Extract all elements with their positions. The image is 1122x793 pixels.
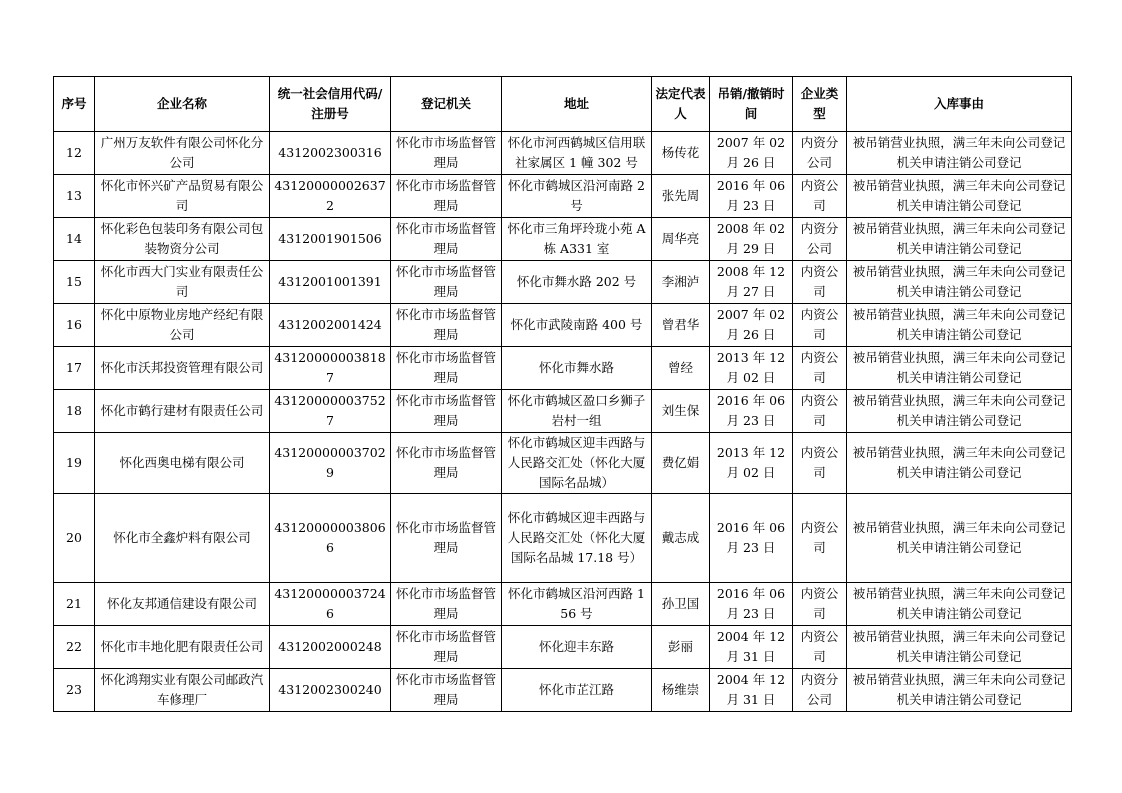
cell-authority: 怀化市市场监督管理局 bbox=[391, 132, 502, 175]
table-row bbox=[54, 433, 1072, 494]
cell-company-type: 内资公司 bbox=[793, 347, 847, 390]
cell-serial: 20 bbox=[54, 494, 95, 583]
cell-company-name: 怀化鸿翔实业有限公司邮政汽车修理厂 bbox=[95, 669, 270, 712]
cell-serial: 21 bbox=[54, 583, 95, 626]
cell-reason: 被吊销营业执照，满三年未向公司登记机关申请注销公司登记 bbox=[847, 583, 1072, 626]
header-company-name: 企业名称 bbox=[95, 77, 270, 132]
cell-authority: 怀化市市场监督管理局 bbox=[391, 175, 502, 218]
cell-credit-code: 4312002300316 bbox=[270, 132, 391, 175]
header-company-type: 企业类型 bbox=[793, 77, 847, 132]
cell-revocation-date: 2016 年 06 月 23 日 bbox=[710, 175, 793, 218]
cell-reason: 被吊销营业执照，满三年未向公司登记机关申请注销公司登记 bbox=[847, 494, 1072, 583]
cell-authority: 怀化市市场监督管理局 bbox=[391, 626, 502, 669]
cell-company-name: 怀化彩色包装印务有限公司包装物资分公司 bbox=[95, 218, 270, 261]
cell-address: 怀化市河西鹤城区信用联社家属区 1 幢 302 号 bbox=[502, 132, 652, 175]
cell-company-name: 怀化市鹤行建材有限责任公司 bbox=[95, 390, 270, 433]
cell-authority: 怀化市市场监督管理局 bbox=[391, 347, 502, 390]
cell-company-type: 内资公司 bbox=[793, 626, 847, 669]
table-row bbox=[54, 218, 1072, 261]
table-row bbox=[54, 583, 1072, 626]
cell-serial: 14 bbox=[54, 218, 95, 261]
cell-revocation-date: 2004 年 12 月 31 日 bbox=[710, 669, 793, 712]
cell-authority: 怀化市市场监督管理局 bbox=[391, 669, 502, 712]
cell-credit-code: 431200000037527 bbox=[270, 390, 391, 433]
cell-company-name: 怀化市丰地化肥有限责任公司 bbox=[95, 626, 270, 669]
cell-company-name: 怀化市全鑫炉料有限公司 bbox=[95, 494, 270, 583]
cell-legal-rep: 费亿娟 bbox=[652, 433, 710, 494]
cell-reason: 被吊销营业执照，满三年未向公司登记机关申请注销公司登记 bbox=[847, 390, 1072, 433]
cell-company-type: 内资公司 bbox=[793, 583, 847, 626]
table-body bbox=[54, 132, 1072, 712]
cell-company-type: 内资公司 bbox=[793, 433, 847, 494]
cell-credit-code: 4312001001391 bbox=[270, 261, 391, 304]
header-credit-code: 统一社会信用代码/注册号 bbox=[270, 77, 391, 132]
table-header-row bbox=[54, 77, 1072, 132]
cell-authority: 怀化市市场监督管理局 bbox=[391, 390, 502, 433]
cell-company-type: 内资分公司 bbox=[793, 132, 847, 175]
cell-address: 怀化市舞水路 bbox=[502, 347, 652, 390]
cell-company-type: 内资分公司 bbox=[793, 669, 847, 712]
table-row bbox=[54, 626, 1072, 669]
cell-serial: 12 bbox=[54, 132, 95, 175]
cell-company-name: 怀化市沃邦投资管理有限公司 bbox=[95, 347, 270, 390]
cell-company-type: 内资分公司 bbox=[793, 218, 847, 261]
table-row bbox=[54, 175, 1072, 218]
table-row bbox=[54, 494, 1072, 583]
cell-company-name: 广州万友软件有限公司怀化分公司 bbox=[95, 132, 270, 175]
cell-address: 怀化市芷江路 bbox=[502, 669, 652, 712]
cell-authority: 怀化市市场监督管理局 bbox=[391, 218, 502, 261]
cell-address: 怀化市武陵南路 400 号 bbox=[502, 304, 652, 347]
cell-company-type: 内资公司 bbox=[793, 494, 847, 583]
cell-revocation-date: 2007 年 02 月 26 日 bbox=[710, 132, 793, 175]
cell-reason: 被吊销营业执照，满三年未向公司登记机关申请注销公司登记 bbox=[847, 626, 1072, 669]
cell-address: 怀化市三角坪玲珑小苑 A 栋 A331 室 bbox=[502, 218, 652, 261]
cell-revocation-date: 2016 年 06 月 23 日 bbox=[710, 494, 793, 583]
cell-address: 怀化市鹤城区沿河南路 2 号 bbox=[502, 175, 652, 218]
cell-credit-code: 431200000037029 bbox=[270, 433, 391, 494]
cell-reason: 被吊销营业执照，满三年未向公司登记机关申请注销公司登记 bbox=[847, 218, 1072, 261]
table-row bbox=[54, 304, 1072, 347]
cell-reason: 被吊销营业执照，满三年未向公司登记机关申请注销公司登记 bbox=[847, 304, 1072, 347]
cell-address: 怀化市舞水路 202 号 bbox=[502, 261, 652, 304]
table-row bbox=[54, 390, 1072, 433]
cell-serial: 16 bbox=[54, 304, 95, 347]
cell-address: 怀化市鹤城区迎丰西路与人民路交汇处（怀化大厦国际名品城） bbox=[502, 433, 652, 494]
cell-authority: 怀化市市场监督管理局 bbox=[391, 494, 502, 583]
cell-legal-rep: 周华亮 bbox=[652, 218, 710, 261]
cell-legal-rep: 刘生保 bbox=[652, 390, 710, 433]
cell-company-name: 怀化市西大门实业有限责任公司 bbox=[95, 261, 270, 304]
cell-company-name: 怀化友邦通信建设有限公司 bbox=[95, 583, 270, 626]
table-row bbox=[54, 347, 1072, 390]
cell-credit-code: 431200000038066 bbox=[270, 494, 391, 583]
header-reason: 入库事由 bbox=[847, 77, 1072, 132]
cell-legal-rep: 张先周 bbox=[652, 175, 710, 218]
header-revocation-date: 吊销/撤销时间 bbox=[710, 77, 793, 132]
cell-credit-code: 431200000037246 bbox=[270, 583, 391, 626]
cell-legal-rep: 孙卫国 bbox=[652, 583, 710, 626]
cell-serial: 23 bbox=[54, 669, 95, 712]
cell-revocation-date: 2016 年 06 月 23 日 bbox=[710, 390, 793, 433]
cell-legal-rep: 杨维崇 bbox=[652, 669, 710, 712]
cell-credit-code: 4312002300240 bbox=[270, 669, 391, 712]
enterprise-registry-table bbox=[53, 76, 1072, 712]
cell-revocation-date: 2008 年 12 月 27 日 bbox=[710, 261, 793, 304]
cell-address: 怀化市鹤城区盈口乡狮子岩村一组 bbox=[502, 390, 652, 433]
cell-address: 怀化迎丰东路 bbox=[502, 626, 652, 669]
cell-revocation-date: 2016 年 06 月 23 日 bbox=[710, 583, 793, 626]
cell-serial: 15 bbox=[54, 261, 95, 304]
cell-reason: 被吊销营业执照，满三年未向公司登记机关申请注销公司登记 bbox=[847, 433, 1072, 494]
cell-address: 怀化市鹤城区沿河西路 156 号 bbox=[502, 583, 652, 626]
table-row bbox=[54, 669, 1072, 712]
cell-reason: 被吊销营业执照，满三年未向公司登记机关申请注销公司登记 bbox=[847, 175, 1072, 218]
cell-legal-rep: 杨传花 bbox=[652, 132, 710, 175]
cell-revocation-date: 2007 年 02 月 26 日 bbox=[710, 304, 793, 347]
cell-serial: 22 bbox=[54, 626, 95, 669]
cell-company-type: 内资公司 bbox=[793, 304, 847, 347]
cell-reason: 被吊销营业执照，满三年未向公司登记机关申请注销公司登记 bbox=[847, 347, 1072, 390]
cell-revocation-date: 2008 年 02 月 29 日 bbox=[710, 218, 793, 261]
cell-authority: 怀化市市场监督管理局 bbox=[391, 261, 502, 304]
header-serial: 序号 bbox=[54, 77, 95, 132]
cell-reason: 被吊销营业执照，满三年未向公司登记机关申请注销公司登记 bbox=[847, 132, 1072, 175]
header-legal-rep: 法定代表人 bbox=[652, 77, 710, 132]
cell-legal-rep: 戴志成 bbox=[652, 494, 710, 583]
cell-reason: 被吊销营业执照，满三年未向公司登记机关申请注销公司登记 bbox=[847, 261, 1072, 304]
cell-legal-rep: 李湘泸 bbox=[652, 261, 710, 304]
cell-legal-rep: 曾经 bbox=[652, 347, 710, 390]
cell-credit-code: 4312001901506 bbox=[270, 218, 391, 261]
cell-serial: 19 bbox=[54, 433, 95, 494]
cell-credit-code: 431200000038187 bbox=[270, 347, 391, 390]
cell-serial: 13 bbox=[54, 175, 95, 218]
cell-revocation-date: 2004 年 12 月 31 日 bbox=[710, 626, 793, 669]
cell-authority: 怀化市市场监督管理局 bbox=[391, 304, 502, 347]
cell-company-type: 内资公司 bbox=[793, 261, 847, 304]
cell-company-type: 内资公司 bbox=[793, 390, 847, 433]
cell-credit-code: 4312002000248 bbox=[270, 626, 391, 669]
table-row bbox=[54, 261, 1072, 304]
cell-credit-code: 4312002001424 bbox=[270, 304, 391, 347]
cell-serial: 17 bbox=[54, 347, 95, 390]
cell-company-name: 怀化市怀兴矿产品贸易有限公司 bbox=[95, 175, 270, 218]
cell-company-type: 内资公司 bbox=[793, 175, 847, 218]
cell-credit-code: 431200000026372 bbox=[270, 175, 391, 218]
cell-reason: 被吊销营业执照，满三年未向公司登记机关申请注销公司登记 bbox=[847, 669, 1072, 712]
table-row bbox=[54, 132, 1072, 175]
cell-serial: 18 bbox=[54, 390, 95, 433]
header-authority: 登记机关 bbox=[391, 77, 502, 132]
cell-authority: 怀化市市场监督管理局 bbox=[391, 433, 502, 494]
header-address: 地址 bbox=[502, 77, 652, 132]
cell-company-name: 怀化西奥电梯有限公司 bbox=[95, 433, 270, 494]
cell-legal-rep: 曾君华 bbox=[652, 304, 710, 347]
cell-legal-rep: 彭丽 bbox=[652, 626, 710, 669]
cell-revocation-date: 2013 年 12 月 02 日 bbox=[710, 347, 793, 390]
cell-company-name: 怀化中原物业房地产经纪有限公司 bbox=[95, 304, 270, 347]
cell-authority: 怀化市市场监督管理局 bbox=[391, 583, 502, 626]
cell-address: 怀化市鹤城区迎丰西路与人民路交汇处（怀化大厦国际名品城 17.18 号） bbox=[502, 494, 652, 583]
cell-revocation-date: 2013 年 12 月 02 日 bbox=[710, 433, 793, 494]
